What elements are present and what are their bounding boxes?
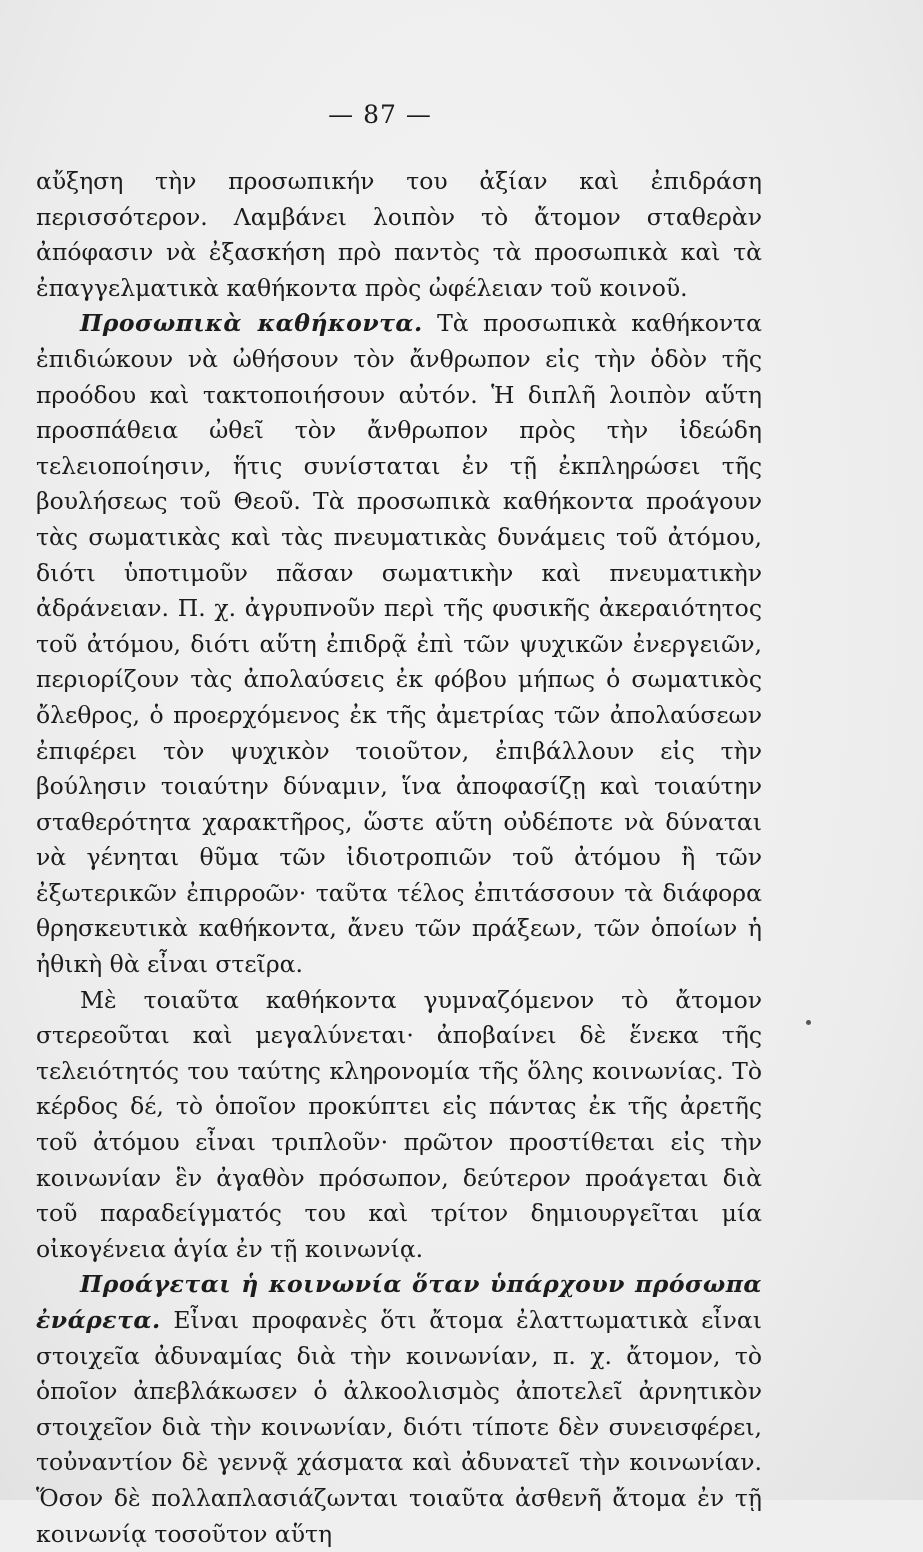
paragraph-2	[36, 306, 762, 982]
paragraph-2-text: Τὰ προσωπικὰ καθήκοντα ἐπιδιώκουν νὰ ὠθήσουν τὸν ἄνθρωπον εἰς τὴν ὁδὸν τῆς προόδου καὶ τακτοποιήσουν αὐτόν. Ἡ διπλῆ λοιπὸν αὕτη προσπάθεια ὠθεῖ τὸν ἄνθρωπον πρὸς τὴν ἰδεώδη τελειοποίησιν, ἥτις συνίσταται ἐν τῇ ἐκπληρώσει τῆς βουλήσεως τοῦ Θεοῦ. Τὰ προσωπικὰ καθήκοντα προάγουν τὰς σωματικὰς καὶ τὰς πνευματικὰς δυνάμεις τοῦ ἀτόμου, διότι ὑποτιμοῦν πᾶσαν σωματικὴν καὶ πνευματικὴν ἀδράνειαν. Π. χ. ἀγρυπνοῦν περὶ τῆς φυσικῆς ἀκεραιότητος τοῦ ἀτόμου, διότι αὕτη ἐπιδρᾷ ἐπὶ τῶν ψυχικῶν ἐνεργειῶν, περιορίζουν τὰς ἀπολαύσεις ἐκ φόβου μήπως ὁ σωματικὸς ὄλεθρος, ὁ προερχόμενος ἐκ τῆς ἀμετρίας τῶν ἀπολαύσεων ἐπιφέρει τὸν ψυχικὸν τοιοῦτον, ἐπιβάλλουν εἰς τὴν βούλησιν τοιαύτην δύναμιν, ἵνα ἀποφασίζῃ καὶ τοιαύτην σταθερότητα χαρακτῆρος, ὥστε αὕτη οὐδέποτε νὰ δύναται νὰ γένηται θῦμα τῶν ἰδιοτροπιῶν τοῦ ἀτόμου ἢ τῶν ἐξωτερικῶν ἐπιρροῶν· ταῦτα τέλος ἐπιτάσσουν τὰ διάφορα θρησκευτικὰ καθήκοντα, ἄνευ τῶν πράξεων, τῶν ὁποίων ἡ ἠθικὴ θὰ εἶναι στεῖρα.	[36, 309, 762, 979]
paragraph-1	[36, 164, 762, 306]
paragraph-4-text: Εἶναι προφανὲς ὅτι ἄτομα ἐλαττωματικὰ εἶναι στοιχεῖα ἀδυναμίας διὰ τὴν κοινωνίαν, π. χ. ἄτομον, τὸ ὁποῖον ἀπεβλάκωσεν ὁ ἀλκοολισμὸς ἀποτελεῖ ἀρνητικὸν στοιχεῖον διὰ τὴν κοινωνίαν, διότι τίποτε δὲν συνεισφέρει, τοὐναντίον δὲ γεννᾷ χάσματα καὶ ἀδυνατεῖ τὴν κοινωνίαν. Ὅσον δὲ πολλαπλασιάζωνται τοιαῦτα ἀσθενῆ ἄτομα ἐν τῇ κοινωνίᾳ τοσοῦτον αὕτη	[36, 1306, 762, 1548]
section-heading-society-progress: Προάγεται ἡ κοινωνία ὅταν ὑπάρχουν πρόσωπα ἐνάρετα.	[36, 1270, 762, 1334]
body-text	[36, 164, 762, 1552]
margin-dot	[806, 1020, 811, 1025]
paragraph-4	[36, 1267, 762, 1552]
page-number: — 87 —	[328, 100, 432, 129]
section-heading-personal-duties: Προσωπικὰ καθήκοντα.	[80, 309, 423, 338]
paragraph-3-text: Μὲ τοιαῦτα καθήκοντα γυμναζόμενον τὸ ἄτομον στερεοῦται καὶ μεγαλύνεται· ἀποβαίνει δὲ ἕνεκα τῆς τελειότητός του ταύτης κληρονομία τῆς ὅλης κοινωνίας. Τὸ κέρδος δέ, τὸ ὁποῖον προκύπτει εἰς πάντας ἐκ τῆς ἀρετῆς τοῦ ἀτόμου εἶναι τριπλοῦν· πρῶτον προστίθεται εἰς τὴν κοινωνίαν ἓν ἀγαθὸν πρόσωπον, δεύτερον προάγεται διὰ τοῦ παραδείγματός του καὶ τρίτον δημιουργεῖται μία οἰκογένεια ἁγία ἐν τῇ κοινωνίᾳ.	[36, 985, 762, 1263]
paragraph-3	[36, 983, 762, 1268]
paragraph-1-text: αὔξηση τὴν προσωπικήν του ἀξίαν καὶ ἐπιδράση περισσότερον. Λαμβάνει λοιπὸν τὸ ἄτομον σταθερὰν ἀπόφασιν νὰ ἐξασκήση πρὸ παντὸς τὰ προσωπικὰ καὶ τὰ ἐπαγγελματικὰ καθήκοντα πρὸς ὠφέλειαν τοῦ κοινοῦ.	[36, 167, 762, 302]
